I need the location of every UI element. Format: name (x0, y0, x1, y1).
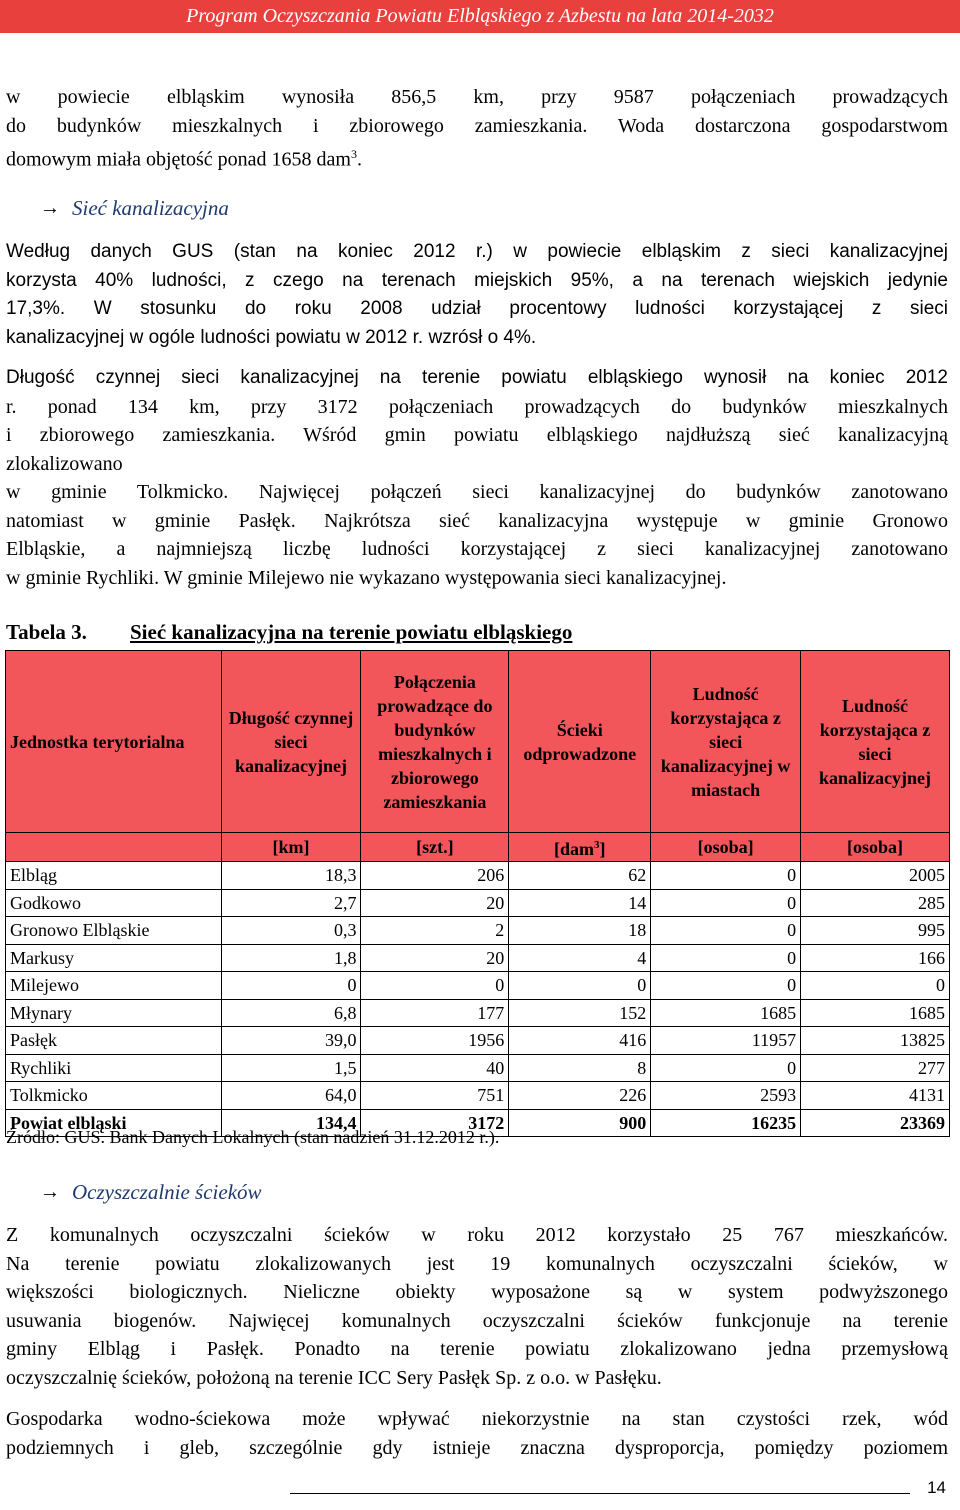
text-line: gminy Elbląg i Pasłęk. Ponadto na terenie powiatu zlokalizowano jedna przemysłową (6, 1338, 948, 1360)
header-sewage-discharged: Ścieki odprowadzone (509, 651, 651, 833)
table-cell: 62 (509, 862, 651, 890)
table-cell: 4 (509, 944, 651, 972)
table-cell: 2005 (801, 862, 950, 890)
text-line: większości biologicznych. Nieliczne obiekty wyposażone są w system podwyższonego (6, 1281, 948, 1303)
table-source: Źródło: GUS. Bank Danych Lokalnych (stan nadzień 31.12.2012 r.). (6, 1127, 500, 1147)
table-caption (6, 620, 572, 645)
table-cell: 8 (509, 1054, 651, 1082)
table-cell: 285 (801, 889, 950, 917)
section-title: Sieć kanalizacyjna (72, 196, 229, 220)
table-cell: 3172 (361, 1109, 509, 1137)
text-line: i zbiorowego zamieszkania. Wśród gmin powiatu elbląskiego najdłuższą sieć kanalizacyjną (6, 424, 948, 446)
table-cell: 226 (509, 1082, 651, 1110)
table-cell: 416 (509, 1027, 651, 1055)
row-label: Elbląg (6, 862, 222, 890)
table-cell: 166 (801, 944, 950, 972)
unit-cell: [osoba] (651, 833, 801, 862)
table-cell: 995 (801, 917, 950, 945)
text-line: Według danych GUS (stan na koniec 2012 r.) w powiecie elbląskim z sieci kanalizacyjnej (6, 241, 948, 262)
unit-cell: [dam$^3$] (509, 833, 651, 862)
table-cell: 2593 (651, 1082, 801, 1110)
table-row (6, 944, 950, 972)
section-title: Oczyszczalnie ścieków (72, 1180, 262, 1204)
table-cell: 39,0 (221, 1027, 361, 1055)
table-cell: 0 (361, 972, 509, 1000)
table-cell: 14 (509, 889, 651, 917)
row-label: Gronowo Elbląskie (6, 917, 222, 945)
text-line: usuwania biogenów. Najwięcej komunalnych oczyszczalni ścieków funkcjonuje na terenie (6, 1309, 948, 1332)
table-number: Tabela 3. (6, 620, 87, 644)
table-header-row (6, 651, 950, 833)
text-line: w gminie Rychliki. W gminie Milejewo nie wykazano występowania sieci kanalizacyjnej. (6, 566, 727, 589)
paragraph-water-management (6, 1405, 948, 1462)
paragraph-gus-data (6, 238, 948, 352)
table-cell: 1956 (361, 1027, 509, 1055)
unit-cell: [osoba] (801, 833, 950, 862)
table-row (6, 999, 950, 1027)
table-row (6, 1054, 950, 1082)
table-row (6, 917, 950, 945)
footer-divider (290, 1493, 910, 1494)
text-line: w powiecie elbląskim wynosiła 856,5 km, przy 9587 połączeniach prowadzących (6, 86, 948, 108)
table-cell: 0 (651, 917, 801, 945)
table-cell: 18,3 (221, 862, 361, 890)
text-line: korzysta 40% ludności, z czego na terenach miejskich 95%, a na terenach wiejskich jedynie (6, 269, 948, 291)
table-row (6, 862, 950, 890)
table-cell: 0 (651, 889, 801, 917)
table-cell: 0 (651, 972, 801, 1000)
table-cell: 277 (801, 1054, 950, 1082)
row-label: Rychliki (6, 1054, 222, 1082)
table-cell: 11957 (651, 1027, 801, 1055)
table-cell: 1685 (801, 999, 950, 1027)
table-cell: 20 (361, 944, 509, 972)
table-cell: 16235 (651, 1109, 801, 1137)
table-row (6, 889, 950, 917)
table-cell: 206 (361, 862, 509, 890)
row-label: Pasłęk (6, 1027, 222, 1055)
unit-cell: [km] (221, 833, 361, 862)
table-cell: 751 (361, 1082, 509, 1110)
row-label: Powiat elbląski (6, 1109, 222, 1137)
table-cell: 23369 (801, 1109, 950, 1137)
text-line: do budynków mieszkalnych i zbiorowego zamieszkania. Woda dostarczona gospodarstwom (6, 114, 948, 137)
table-cell: 134,4 (221, 1109, 361, 1137)
header-network-length: Długość czynnej sieci kanalizacyjnej (221, 651, 361, 833)
row-label: Tolkmicko (6, 1082, 222, 1110)
arrow-right-icon: → (40, 197, 60, 219)
text-line: zlokalizowano (6, 452, 123, 475)
table-cell: 152 (509, 999, 651, 1027)
text-line: oczyszczalnię ścieków, położoną na terenie ICC Sery Pasłęk Sp. z o.o. w Pasłęku. (6, 1366, 662, 1389)
table-cell: 177 (361, 999, 509, 1027)
text-line: r. ponad 134 km, przy 3172 połączeniach prowadzących do budynków mieszkalnych (6, 395, 948, 418)
header-connections: Połączenia prowadzące do budynków mieszkalnych i zbiorowego zamieszkania (361, 651, 509, 833)
unit-cell: [szt.] (361, 833, 509, 862)
text-line: 17,3%. W stosunku do roku 2008 udział procentowy ludności korzystającej z sieci (6, 298, 948, 319)
text-line: Elbląskie, a najmniejszą liczbę ludności korzystającej z sieci kanalizacyjnej zanotowano (6, 538, 948, 560)
table-cell: 4131 (801, 1082, 950, 1110)
table-cell: 1685 (651, 999, 801, 1027)
table-cell: 2 (361, 917, 509, 945)
header-population-cities: Ludność korzystająca z sieci kanalizacyjnej w miastach (651, 651, 801, 833)
table-cell: 1,5 (221, 1054, 361, 1082)
section-heading-sewage-network (40, 196, 229, 221)
text-line: Długość czynnej sieci kanalizacyjnej na terenie powiatu elbląskiego wynosił na koniec 2012 (6, 367, 948, 388)
text-line: Na terenie powiatu zlokalizowanych jest 19 komunalnych oczyszczalni ścieków, w (6, 1252, 948, 1275)
sewage-network-table (5, 650, 950, 1137)
table-cell: 0 (509, 972, 651, 1000)
header-territorial-unit: Jednostka terytorialna (6, 651, 222, 833)
table-cell: 13825 (801, 1027, 950, 1055)
table-row (6, 1082, 950, 1110)
table-cell: 64,0 (221, 1082, 361, 1110)
table-cell: 900 (509, 1109, 651, 1137)
table-row (6, 1027, 950, 1055)
paragraph-network-length (6, 364, 948, 592)
text-line: Gospodarka wodno-ściekowa może wpływać niekorzystnie na stan czystości rzek, wód (6, 1408, 948, 1430)
table-units-row (6, 833, 950, 862)
arrow-right-icon: → (40, 1181, 60, 1203)
table-cell: 18 (509, 917, 651, 945)
table-cell: 0 (801, 972, 950, 1000)
row-label: Godkowo (6, 889, 222, 917)
paragraph-water-supply (6, 83, 948, 174)
table-cell: 0 (651, 862, 801, 890)
table-cell: 2,7 (221, 889, 361, 917)
page-header: Program Oczyszczania Powiatu Elbląskiego z Azbestu na lata 2014-2032 (0, 0, 960, 33)
table-cell: 0 (651, 1054, 801, 1082)
text-line: Z komunalnych oczyszczalni ścieków w roku 2012 korzystało 25 767 mieszkańców. (6, 1224, 948, 1246)
table-title: Sieć kanalizacyjna na terenie powiatu elbląskiego (130, 620, 573, 644)
text-line: natomiast w gminie Pasłęk. Najkrótsza sieć kanalizacyjna występuje w gminie Gronowo (6, 509, 948, 532)
text-line: kanalizacyjnej w ogóle ludności powiatu w 2012 r. wzrósł o 4%. (6, 326, 537, 348)
table-cell: 1,8 (221, 944, 361, 972)
table-cell: 0 (221, 972, 361, 1000)
table-row (6, 972, 950, 1000)
page-number: 14 (927, 1478, 946, 1497)
paragraph-treatment-plants (6, 1221, 948, 1392)
superscript: 3 (350, 147, 357, 161)
table-cell: 40 (361, 1054, 509, 1082)
unit-cell (6, 833, 222, 862)
header-population-total: Ludność korzystająca z sieci kanalizacyjnej (801, 651, 950, 833)
table-cell: 20 (361, 889, 509, 917)
text-line: domowym miała objętość ponad 1658 dam$^3$. (6, 147, 362, 171)
table-cell: 0,3 (221, 917, 361, 945)
section-heading-treatment-plants (40, 1180, 262, 1205)
table-cell: 6,8 (221, 999, 361, 1027)
row-label: Milejewo (6, 972, 222, 1000)
text-line: w gminie Tolkmicko. Najwięcej połączeń sieci kanalizacyjnej do budynków zanotowano (6, 481, 948, 503)
table-cell: 0 (651, 944, 801, 972)
text-line: podziemnych i gleb, szczególnie gdy istnieje znaczna dysproporcja, pomiędzy poziomem (6, 1436, 948, 1459)
row-label: Młynary (6, 999, 222, 1027)
row-label: Markusy (6, 944, 222, 972)
